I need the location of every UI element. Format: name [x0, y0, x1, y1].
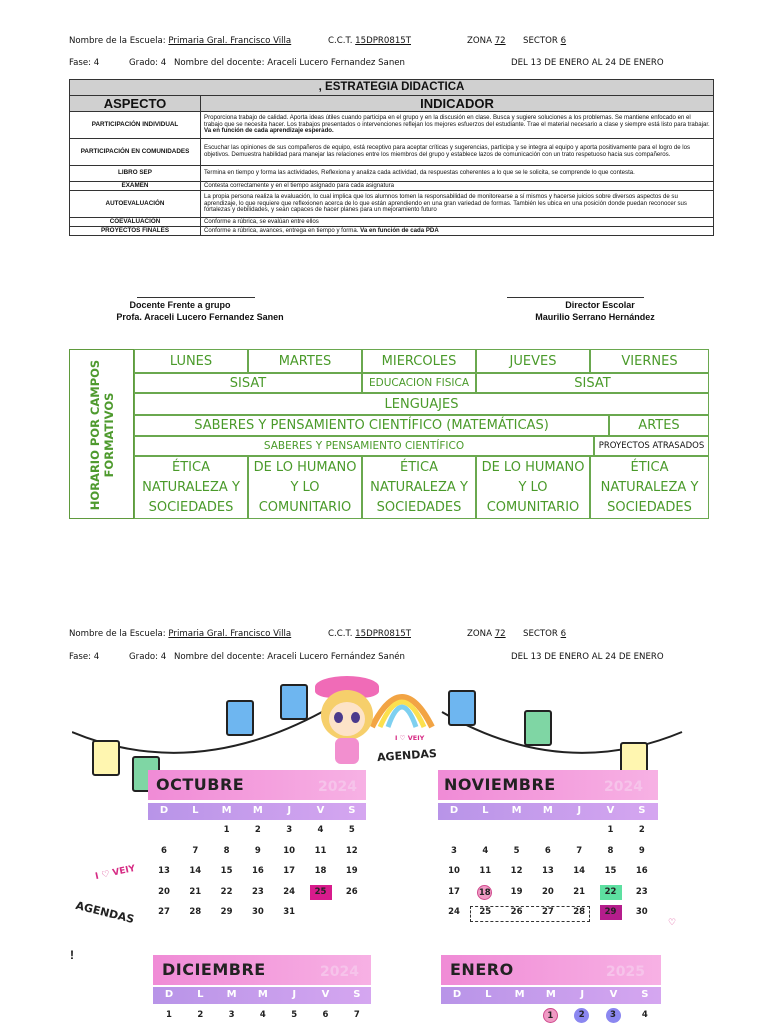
- month-name-november: NOVIEMBRE: [444, 775, 556, 794]
- weekday-label: V: [316, 805, 325, 816]
- weekday-label: S: [638, 805, 646, 816]
- weekday-label: D: [164, 989, 174, 1000]
- month-year: 2024: [604, 779, 643, 795]
- cell-line: COMUNITARIO: [258, 499, 352, 515]
- weekday-label: M: [257, 989, 268, 1000]
- calendar-day: 15: [220, 866, 233, 876]
- cell-line: DE LO HUMANO: [481, 459, 585, 475]
- calendar-day: 1: [223, 825, 230, 835]
- weekday-label: J: [292, 989, 297, 1000]
- schedule-side: [69, 349, 134, 519]
- strategy-title: , ESTRATEGIA DIDACTICA: [70, 80, 714, 96]
- schedule-table: [69, 349, 709, 519]
- signature-line-left: [137, 297, 255, 298]
- aspect-cell: PARTICIPACIÓN INDIVIDUAL: [70, 112, 201, 139]
- calendar-day: 21: [573, 886, 586, 897]
- fase: Fase: 4: [69, 652, 100, 662]
- girl-mascot-icon: [315, 676, 379, 768]
- calendar-day: 18: [314, 866, 327, 876]
- cell-line: NATURALEZA Y: [600, 479, 699, 495]
- sector-label: SECTOR: [523, 629, 558, 639]
- human-cell: [248, 456, 362, 519]
- school-label: Nombre de la Escuela:: [69, 36, 166, 46]
- calendar-day: 27: [158, 907, 170, 917]
- cell-line: NATURALEZA Y: [370, 479, 468, 495]
- calendar-day: 2: [638, 825, 645, 835]
- cct-value: 15DPR0815T: [355, 629, 411, 639]
- ethics-cell: [134, 456, 248, 519]
- brand-small: I ♡ VEIY: [94, 863, 137, 883]
- grado: Grado: 4: [129, 652, 167, 662]
- cell-line: DE LO HUMANO: [253, 459, 357, 475]
- schedule-side-title: HORARIO POR CAMPOS FORMATIVOS: [88, 359, 116, 511]
- teacher-role: Docente Frente a grupo: [129, 300, 231, 310]
- table-row: [70, 182, 714, 191]
- brand-logo: AGENDAS: [74, 898, 136, 927]
- day-monday: LUNES: [134, 349, 248, 373]
- calendar-day: 27: [541, 907, 554, 917]
- calendar-day: 21: [189, 886, 202, 897]
- calendar-day: 3: [451, 845, 457, 856]
- indicator-text: Conforme a rúbrica, avances, entrega en tiempo y forma.: [204, 226, 359, 234]
- calendar-day: 6: [322, 1010, 329, 1020]
- teacher-name: Nombre del docente: Araceli Lucero Fernández Sanén: [174, 652, 406, 662]
- aspect-cell: LIBRO SEP: [70, 166, 201, 182]
- cell-line: ÉTICA: [172, 459, 210, 475]
- cell-line: SOCIEDADES: [148, 499, 234, 515]
- month-name-october: OCTUBRE: [156, 775, 245, 794]
- calendar-day: 2: [197, 1010, 204, 1020]
- cct: [328, 629, 411, 639]
- school-name: Primaria Gral. Francisco Villa: [168, 629, 292, 639]
- table-row: [70, 139, 714, 166]
- calendar-day: 22: [220, 886, 233, 897]
- weekday-label: L: [482, 805, 489, 816]
- date-range: DEL 13 DE ENERO AL 24 DE ENERO: [511, 652, 664, 662]
- month-name-december: DICIEMBRE: [162, 960, 266, 979]
- indicator-cell: Escuchar las opiniones de sus compañeros de equipo, está receptivo para aceptar críticas y sugerencias, participa y se integra al equipo y aporta positivamente para el logro de los objetivos. Demuestra habilidad para manejar las relaciones entre los miembros del grupo y establece lazos de comunicación con un trato respetuoso hacia sus compañeros.: [201, 139, 714, 166]
- science-cell: SABERES Y PENSAMIENTO CIENTÍFICO: [134, 436, 594, 456]
- month-year: 2025: [606, 964, 645, 980]
- sector: [523, 629, 566, 639]
- calendar-day: 8: [607, 845, 614, 856]
- cct-value: 15DPR0815T: [355, 36, 411, 46]
- fase: Fase: 4: [69, 58, 100, 68]
- weekday-label: M: [542, 805, 553, 816]
- ethics-cell: [590, 456, 709, 519]
- teacher-signature-name: Profa. Araceli Lucero Fernandez Sanen: [116, 312, 284, 322]
- indicator-text: Proporciona trabajo de calidad. Aporta ideas útiles cuando participa en el grupo y en la discusión en clase. Busca y sugiere soluciones a los problemas. Se mantiene enfocado en el trabajo que se necesita hacer. Los trabajos presentados o intervenciones reflejan los mejores esfuerzos del estudiante. Trae el material necesario a clase y siempre está listo para trabajar.: [204, 114, 710, 128]
- day-tuesday: MARTES: [248, 349, 362, 373]
- cell-line: SOCIEDADES: [607, 499, 692, 515]
- calendar-day: 10: [448, 866, 460, 876]
- aspect-cell: AUTOEVALUACIÓN: [70, 191, 201, 218]
- strategy-table: [69, 79, 714, 236]
- calendar-day: 9: [254, 845, 261, 856]
- grado: Grado: 4: [129, 58, 167, 68]
- cct: [328, 36, 411, 46]
- math-cell: SABERES Y PENSAMIENTO CIENTÍFICO (MATEMÁTICAS): [134, 415, 609, 436]
- calendar-day: 28: [573, 907, 586, 917]
- calendar-day: 7: [353, 1010, 360, 1020]
- zona: [467, 36, 506, 46]
- indicator-cell: Contesta correctamente y en el tiempo asignado para cada asignatura: [201, 182, 714, 191]
- weekday-label: M: [252, 805, 263, 816]
- weekday-label: L: [197, 989, 204, 1000]
- calendar-day: 9: [638, 845, 645, 856]
- school-label: Nombre de la Escuela:: [69, 629, 166, 639]
- teacher-name: Nombre del docente: Araceli Lucero Fernandez Sanen: [174, 58, 406, 68]
- calendar-day: 6: [161, 845, 167, 856]
- cell-line: ÉTICA: [630, 459, 669, 475]
- calendar-day: 3: [606, 1008, 621, 1023]
- calendar-day: 5: [513, 845, 520, 856]
- calendar-day: 31: [283, 907, 296, 917]
- calendar-day: 1: [166, 1010, 172, 1020]
- calendar-day: 30: [635, 907, 648, 917]
- weekday-label: S: [348, 805, 356, 816]
- ethics-cell: [362, 456, 476, 519]
- calendar-day: 16: [635, 866, 648, 876]
- aspect-cell: PARTICIPACIÓN EN COMUNIDADES: [70, 139, 201, 166]
- calendar-day: 13: [541, 866, 554, 876]
- cell-line: NATURALEZA Y: [142, 479, 240, 495]
- cell-line: ÉTICA: [400, 459, 438, 475]
- cct-label: C.C.T.: [328, 36, 353, 46]
- flag-kid-icon: [92, 740, 120, 776]
- calendar-day: 5: [291, 1010, 298, 1020]
- calendar-day: 17: [448, 886, 460, 897]
- calendar-day: 14: [573, 866, 586, 876]
- heart-icon: ♡: [668, 918, 677, 928]
- calendar-day: 4: [259, 1010, 266, 1020]
- calendar-day: 11: [314, 845, 327, 856]
- month-year: 2024: [320, 964, 359, 980]
- calendar-day: 20: [158, 886, 170, 897]
- col-indicator: INDICADOR: [201, 96, 714, 112]
- calendar-day: 10: [283, 845, 296, 856]
- weekday-label: S: [353, 989, 361, 1000]
- calendar-day: 29: [600, 905, 622, 920]
- sector-label: SECTOR: [523, 36, 558, 46]
- header-school-line: [69, 36, 291, 46]
- projects-cell: PROYECTOS ATRASADOS: [594, 436, 709, 456]
- calendar-day: 26: [345, 886, 358, 897]
- calendar-day: 24: [283, 886, 296, 897]
- weekday-label: M: [226, 989, 237, 1000]
- weekday-label: D: [449, 805, 459, 816]
- zona-value: 72: [494, 36, 506, 46]
- weekday-label: V: [609, 989, 618, 1000]
- indicator-cell: Termina en tiempo y forma las actividades, Reflexiona y analiza cada actividad, da respuestas coherentes a lo que se le solicita, se comprende lo que contesta.: [201, 166, 714, 182]
- cell-line: COMUNITARIO: [486, 499, 580, 515]
- calendar-day: 4: [317, 825, 324, 835]
- weekday-label: V: [321, 989, 330, 1000]
- day-friday: VIERNES: [590, 349, 709, 373]
- calendar-day: 29: [220, 907, 233, 917]
- sisat-cell-2: SISAT: [476, 373, 709, 393]
- aspect-cell: PROYECTOS FINALES: [70, 227, 201, 236]
- weekday-label: S: [641, 989, 649, 1000]
- sector-value: 6: [560, 629, 567, 639]
- table-row: [70, 166, 714, 182]
- weekday-label: M: [511, 805, 522, 816]
- indicator-cell: [201, 227, 714, 236]
- table-row: [70, 191, 714, 218]
- calendar-day: 1: [607, 825, 614, 835]
- weekday-label: J: [287, 805, 292, 816]
- calendar-day: 11: [479, 866, 492, 876]
- table-row: [70, 227, 714, 236]
- weekday-label: L: [485, 989, 492, 1000]
- month-name-january: ENERO: [450, 960, 514, 979]
- indicator-bold: Va en función de cada PDA: [360, 226, 439, 234]
- brand-small: I ♡ VEIY: [395, 734, 425, 742]
- calendar-day: 25: [310, 885, 332, 900]
- zona-label: ZONA: [467, 36, 492, 46]
- month-year: 2024: [318, 779, 357, 795]
- weekday-label: J: [577, 805, 582, 816]
- zona: [467, 629, 506, 639]
- calendar-day: 1: [543, 1008, 558, 1023]
- flag-house-icon: [280, 684, 308, 720]
- stray-mark: !: [70, 948, 74, 962]
- calendar-day: 30: [251, 907, 264, 917]
- col-aspect: ASPECTO: [70, 96, 201, 112]
- calendar-day: 20: [541, 886, 554, 897]
- brand-logo: AGENDAS: [376, 746, 438, 765]
- calendar-day: 22: [600, 885, 622, 900]
- table-row: [70, 218, 714, 227]
- calendar-day: 6: [544, 845, 551, 856]
- calendar-day: 23: [635, 886, 648, 897]
- calendar-day: 2: [574, 1008, 589, 1023]
- weekday-label: M: [545, 989, 556, 1000]
- zona-value: 72: [494, 629, 506, 639]
- school-name: Primaria Gral. Francisco Villa: [168, 36, 292, 46]
- day-thursday: JUEVES: [476, 349, 590, 373]
- cell-line: SOCIEDADES: [376, 499, 462, 515]
- calendar-day: 16: [251, 866, 264, 876]
- calendar-day: 12: [510, 866, 523, 876]
- indicator-bold: Va en función de cada aprendizaje esperado.: [204, 127, 334, 135]
- zona-label: ZONA: [467, 629, 492, 639]
- calendar-day: 7: [192, 845, 199, 856]
- director-role: Director Escolar: [565, 300, 635, 310]
- cell-line: Y LO: [518, 479, 548, 495]
- weekday-label: V: [606, 805, 615, 816]
- calendar-day: 19: [510, 886, 523, 897]
- table-row: [70, 112, 714, 139]
- signature-line-right: [507, 297, 644, 298]
- calendar-day: 5: [348, 825, 355, 835]
- calendar-day: 28: [189, 907, 202, 917]
- header-school-line: [69, 629, 291, 639]
- calendar-day: 8: [223, 845, 230, 856]
- indicator-cell: La propia persona realiza la evaluación, lo cual implica que los alumnos tomen la responsabilidad de monitorearse a sí mismos y hacerse juicios sobre diversos aspectos de su aprendizaje, lo que requiere que reflexionen acerca de lo que están aprendiendo en una gran variedad de formas. También les ubica en una posición donde puedan reconocer sus fortalezas y debilidades, y sean capaces de hacer planes para un mejoramiento futuro: [201, 191, 714, 218]
- director-signature-name: Maurilio Serrano Hernández: [535, 312, 655, 322]
- calendar-day: 19: [345, 866, 358, 876]
- weekday-label: M: [514, 989, 525, 1000]
- calendar-day: 17: [283, 866, 296, 876]
- weekday-label: J: [580, 989, 585, 1000]
- aspect-cell: EXAMEN: [70, 182, 201, 191]
- calendar-day: 24: [448, 907, 460, 917]
- calendar-day: 26: [510, 907, 523, 917]
- calendar-day: 18: [477, 885, 492, 900]
- calendar-day: 12: [345, 845, 358, 856]
- sector-value: 6: [560, 36, 567, 46]
- indicator-cell: [201, 112, 714, 139]
- cell-line: Y LO: [290, 479, 320, 495]
- calendar-day: 23: [251, 886, 264, 897]
- sisat-cell: SISAT: [134, 373, 362, 393]
- aspect-cell: COEVALUACIÓN: [70, 218, 201, 227]
- calendar-day: 13: [158, 866, 170, 876]
- weekday-label: D: [452, 989, 462, 1000]
- date-range: DEL 13 DE ENERO AL 24 DE ENERO: [511, 58, 664, 68]
- human-cell: [476, 456, 590, 519]
- weekday-label: L: [192, 805, 199, 816]
- flag-house-icon: [226, 700, 254, 736]
- sector: [523, 36, 566, 46]
- calendar-day: 4: [482, 845, 489, 856]
- calendar-day: 2: [254, 825, 261, 835]
- flag-tree-icon: [524, 710, 552, 746]
- lenguajes-cell: LENGUAJES: [134, 393, 709, 415]
- calendar-day: 15: [604, 866, 617, 876]
- calendar-day: 3: [286, 825, 293, 835]
- calendar-day: 25: [479, 907, 492, 917]
- weekday-label: D: [159, 805, 169, 816]
- calendar-day: 7: [576, 845, 583, 856]
- weekday-label: M: [221, 805, 232, 816]
- indicator-cell: Conforme a rúbrica, se evalúan entre ellos: [201, 218, 714, 227]
- flag-house-icon: [448, 690, 476, 726]
- pe-cell: EDUCACION FISICA: [362, 373, 476, 393]
- artes-cell: ARTES: [609, 415, 709, 436]
- day-wednesday: MIERCOLES: [362, 349, 476, 373]
- cct-label: C.C.T.: [328, 629, 353, 639]
- calendar-day: 14: [189, 866, 202, 876]
- calendar-day: 4: [641, 1010, 648, 1020]
- calendar-day: 3: [228, 1010, 235, 1020]
